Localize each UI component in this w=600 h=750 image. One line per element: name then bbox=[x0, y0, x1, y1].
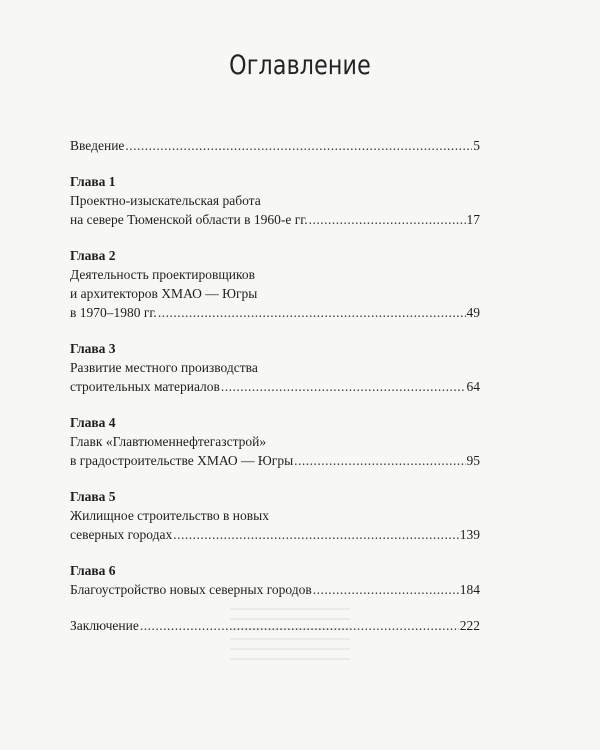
chapter-label: Глава 6 bbox=[70, 563, 116, 578]
toc-entry-title-line: в 1970–1980 гг. bbox=[70, 305, 157, 320]
toc-entry-title-line: строительных материалов bbox=[70, 379, 220, 394]
toc-entry-title-line: и архитекторов ХМАО — Югры bbox=[70, 286, 258, 301]
toc-entry-title-line: Благоустройство новых северных городов bbox=[70, 582, 312, 597]
toc-entry-title-line: Развитие местного производства bbox=[70, 360, 258, 375]
page-title: Оглавление bbox=[229, 50, 371, 81]
dot-leader bbox=[294, 451, 465, 470]
page-number: 5 bbox=[473, 138, 480, 153]
table-of-contents bbox=[70, 136, 480, 635]
page-number: 222 bbox=[459, 618, 480, 633]
dot-leader bbox=[158, 303, 466, 322]
dot-leader bbox=[221, 377, 466, 396]
toc-entry-title-line: на севере Тюменской области в 1960-е гг. bbox=[70, 212, 308, 227]
toc-line bbox=[70, 580, 480, 599]
dot-leader bbox=[309, 210, 466, 229]
dot-leader bbox=[313, 580, 459, 599]
chapter-label: Глава 2 bbox=[70, 248, 116, 263]
toc-entry-chapter-3[interactable] bbox=[70, 339, 480, 396]
toc-line bbox=[70, 525, 480, 544]
toc-entry-title-line: северных городах bbox=[70, 527, 173, 542]
toc-entry-title-line: в градостроительстве ХМАО — Югры bbox=[70, 453, 294, 468]
page-number: 95 bbox=[466, 453, 480, 468]
page-number: 49 bbox=[466, 305, 480, 320]
dot-leader bbox=[125, 136, 472, 155]
bleed-through-shadow bbox=[230, 600, 350, 700]
toc-entry-title: Введение bbox=[70, 138, 125, 153]
page-number: 17 bbox=[466, 212, 480, 227]
page-number: 64 bbox=[466, 379, 480, 394]
page-number: 139 bbox=[459, 527, 480, 542]
toc-line bbox=[70, 451, 480, 470]
dot-leader bbox=[173, 525, 458, 544]
toc-entry-chapter-4[interactable] bbox=[70, 413, 480, 470]
toc-entry-chapter-6[interactable] bbox=[70, 561, 480, 599]
toc-entry-title-line: Деятельность проектировщиков bbox=[70, 267, 255, 282]
toc-entry-title-line: Жилищное строительство в новых bbox=[70, 508, 269, 523]
toc-entry-title-line: Главк «Главтюменнефтегазстрой» bbox=[70, 434, 267, 449]
page-number: 184 bbox=[459, 582, 480, 597]
chapter-label: Глава 4 bbox=[70, 415, 116, 430]
toc-entry-chapter-5[interactable] bbox=[70, 487, 480, 544]
toc-entry-chapter-2[interactable] bbox=[70, 246, 480, 322]
toc-line bbox=[70, 377, 480, 396]
toc-entry-chapter-1[interactable] bbox=[70, 172, 480, 229]
toc-entry-title: Заключение bbox=[70, 618, 139, 633]
toc-entry-title-line: Проектно-изыскательская работа bbox=[70, 193, 261, 208]
toc-line bbox=[70, 303, 480, 322]
toc-line bbox=[70, 210, 480, 229]
chapter-label: Глава 5 bbox=[70, 489, 116, 504]
toc-line bbox=[70, 136, 480, 155]
toc-entry-introduction[interactable] bbox=[70, 136, 480, 155]
chapter-label: Глава 3 bbox=[70, 341, 116, 356]
chapter-label: Глава 1 bbox=[70, 174, 116, 189]
